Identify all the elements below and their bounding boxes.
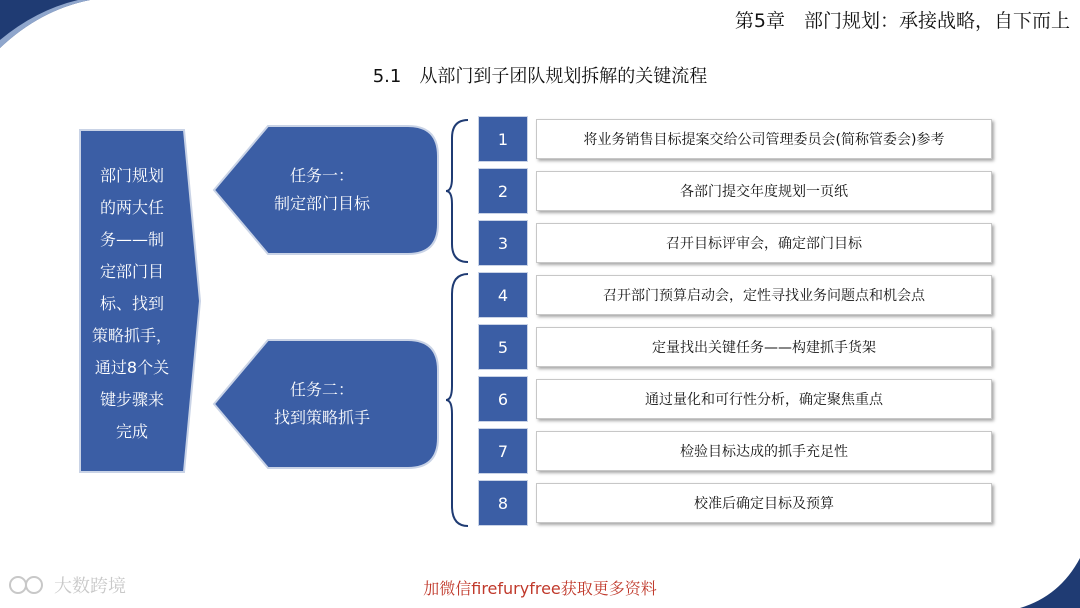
left-summary-line: 定部门目 (99, 262, 164, 281)
brace-task-one (444, 118, 472, 264)
step-row (478, 324, 994, 370)
step-row (478, 480, 994, 526)
corner-swoosh-top-left (0, 0, 90, 50)
footer-note: 加微信firefuryfree获取更多资料 (423, 579, 657, 598)
task-two-title: 任务二： (289, 380, 354, 399)
step-row (478, 116, 994, 162)
left-summary-line: 通过8个关 (94, 358, 170, 377)
step-row (478, 376, 994, 422)
brace-task-two (444, 272, 472, 528)
step-number: 1 (478, 116, 528, 162)
chapter-header: 第5章 部门规划：承接战略，自下而上 (734, 10, 1070, 32)
task-one-title: 任务一： (289, 166, 354, 185)
task-one-label (222, 162, 422, 218)
left-summary-line: 策略抓手， (91, 326, 172, 345)
step-description: 将业务销售目标提案交给公司管理委员会(简称管委会)参考 (536, 119, 992, 159)
left-summary-line: 的两大任 (99, 198, 164, 217)
left-summary-line: 务——制 (99, 230, 164, 249)
step-description: 校准后确定目标及预算 (536, 483, 992, 523)
step-row (478, 272, 994, 318)
step-description: 各部门提交年度规划一页纸 (536, 171, 992, 211)
step-number: 7 (478, 428, 528, 474)
left-summary-text (80, 160, 184, 448)
step-number: 5 (478, 324, 528, 370)
step-number: 8 (478, 480, 528, 526)
step-description: 定量找出关键任务——构建抓手货架 (536, 327, 992, 367)
task-two-name: 找到策略抓手 (273, 408, 370, 427)
task-two-label (222, 376, 422, 432)
left-summary-line: 标、找到 (99, 294, 164, 313)
watermark-text: 大数跨境 (54, 576, 126, 597)
step-description: 召开目标评审会，确定部门目标 (536, 223, 992, 263)
step-row (478, 428, 994, 474)
step-number: 6 (478, 376, 528, 422)
step-number: 2 (478, 168, 528, 214)
step-row (478, 220, 994, 266)
task-one-name: 制定部门目标 (273, 194, 370, 213)
step-description: 检验目标达成的抓手充足性 (536, 431, 992, 471)
left-summary-line: 部门规划 (99, 166, 164, 185)
step-description: 通过量化和可行性分析，确定聚焦重点 (536, 379, 992, 419)
step-number: 3 (478, 220, 528, 266)
left-summary-line: 完成 (115, 422, 148, 441)
step-row (478, 168, 994, 214)
section-title: 5.1 从部门到子团队规划拆解的关键流程 (372, 66, 708, 87)
left-summary-line: 键步骤来 (99, 390, 164, 409)
step-number: 4 (478, 272, 528, 318)
step-description: 召开部门预算启动会，定性寻找业务问题点和机会点 (536, 275, 992, 315)
